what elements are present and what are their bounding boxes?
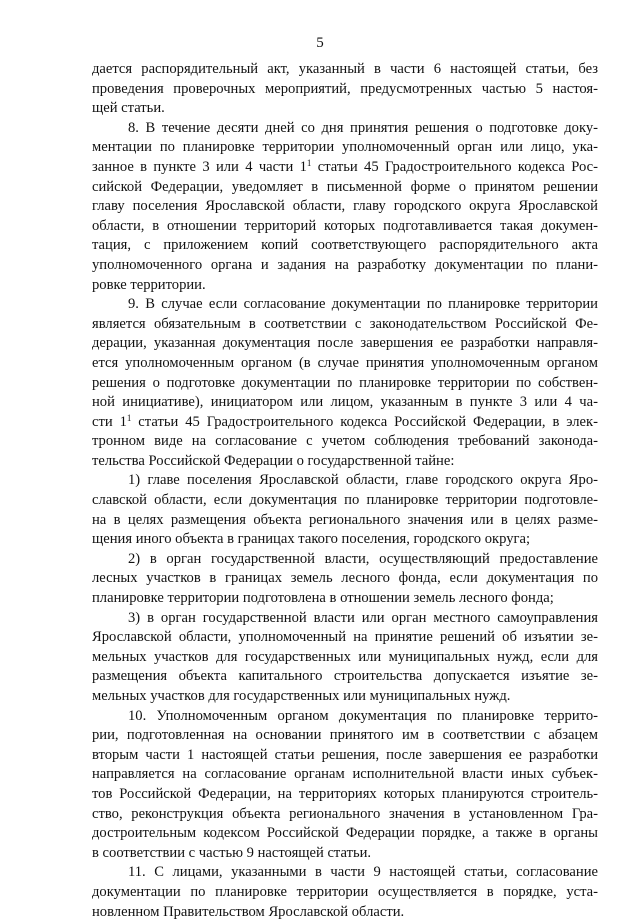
text-line: щения иного объекта в границах такого поселения, городского округа;	[92, 531, 531, 548]
paragraph-p9-1	[92, 471, 598, 549]
text-line: 1) главе поселения Ярославской области, главе городского округа Яро-	[128, 472, 598, 489]
text-line: тронном виде на согласование с учетом соблюдения требований законода-	[92, 433, 598, 450]
superscript: 1	[306, 158, 312, 169]
document-body	[92, 60, 598, 922]
text-line: 8. В течение десяти дней со дня принятия решения о подготовке доку-	[128, 119, 598, 136]
text-line: уполномоченного органа и задания на разработку документации по плани-	[92, 256, 598, 273]
text-line: тов Российской Федерации, на территориях которых планируются строитель-	[92, 785, 598, 802]
text-line: щей статьи.	[92, 100, 165, 117]
text-line: области, в отношении территорий которых подготавливается такая докумен-	[92, 217, 598, 234]
paragraph-p9	[92, 295, 598, 471]
text-line: на в целях размещения объекта регионального значения или в целях разме-	[92, 511, 598, 528]
text-line: 3) в орган государственной власти или орган местного самоуправления	[128, 609, 598, 626]
text-line: проведения проверочных мероприятий, предусмотренных частью 5 настоя-	[92, 80, 598, 97]
text-line: новленном Правительством Ярославской области.	[92, 903, 405, 920]
text-line: решения о подготовке документации по планировке территории по собствен-	[92, 374, 598, 391]
text-line: ется уполномоченным органом (в случае принятия уполномоченным органом	[92, 354, 598, 371]
text-line: рии, подготовленная на основании принятого им в соответствии с абзацем	[92, 727, 598, 744]
text-line: тельства Российской Федерации о государственной тайне:	[92, 452, 455, 469]
text-line: ной инициативе), инициатором или лицом, указанным в пункте 3 или 4 ча-	[92, 394, 598, 411]
text-line: вторым части 1 настоящей статьи решения, после завершения ее разработки	[92, 746, 598, 763]
text-line: дается распорядительный акт, указанный в части 6 настоящей статьи, без	[92, 61, 598, 77]
text-line: в соответствии с частью 9 настоящей статьи.	[92, 844, 372, 861]
text-line: мельных участков для государственных или муниципальных нужд.	[92, 688, 511, 704]
text-line: тация, с приложением копий соответствующего распорядительного акта	[92, 237, 598, 254]
text-line: ровке территории.	[92, 276, 206, 293]
text-line: ментации по планировке территории уполномоченный орган или лицо, ука-	[92, 139, 598, 156]
text-line: 2) в орган государственной власти, осуществляющий предоставление	[128, 550, 598, 567]
text-fragment: занное в пункте 3 или 4 части 1	[92, 158, 307, 175]
text-line: славской области, если документация по планировке территории подготовле-	[92, 492, 598, 509]
text-line: документации по планировке территории осуществляется в порядке, уста-	[92, 883, 598, 900]
paragraph-p9-2	[92, 550, 598, 609]
text-line: сийской Федерации, уведомляет в письменной форме о принятом решении	[92, 178, 598, 195]
text-line	[92, 158, 598, 178]
text-line: главу поселения Ярославской области, главу городского округа Ярославской	[92, 198, 598, 215]
text-line: размещения объекта капитального строительства допускается изъятие зе-	[92, 668, 598, 685]
text-fragment: сти 1	[92, 413, 127, 430]
text-fragment: статьи 45 Градостроительного кодекса Российской Федерации, в элек-	[131, 413, 598, 430]
text-line: направляется на согласование органам исполнительной власти иных субъек-	[92, 766, 598, 783]
paragraph-p8	[92, 119, 598, 295]
paragraph-p10	[92, 707, 598, 864]
text-line: дерации, указанная документация после завершения ее разработки направля-	[92, 335, 598, 352]
text-line: лесных участков в границах земель лесного фонда, если документация по	[92, 570, 598, 587]
superscript: 1	[126, 412, 132, 423]
text-line: 10. Уполномоченным органом документация по планировке террито-	[128, 707, 598, 724]
text-fragment: статьи 45 Градостроительного кодекса Рос-	[311, 158, 598, 175]
text-line: 9. В случае если согласование документации по планировке территории	[128, 296, 598, 313]
text-line: планировке территории подготовлена в отношении земель лесного фонда;	[92, 590, 554, 607]
paragraph-p9-3	[92, 609, 598, 707]
text-line: Ярославской области, уполномоченный на принятие решений об изъятии зе-	[92, 629, 598, 646]
text-line: является обязательным в соответствии с законодательством Российской Фе-	[92, 315, 598, 332]
page-number: 5	[316, 35, 324, 51]
paragraph-p11	[92, 863, 598, 922]
text-line: 11. С лицами, указанными в части 9 настоящей статьи, согласование	[128, 864, 598, 881]
text-line: ство, реконструкция объекта регионального значения в установленном Гра-	[92, 805, 598, 822]
paragraph-cont	[92, 60, 598, 119]
text-line	[92, 413, 598, 433]
text-line: мельных участков для государственных или муниципальных нужд, если для	[92, 648, 598, 665]
text-line: достроительным кодексом Российской Федерации порядке, а также в органы	[92, 825, 598, 842]
